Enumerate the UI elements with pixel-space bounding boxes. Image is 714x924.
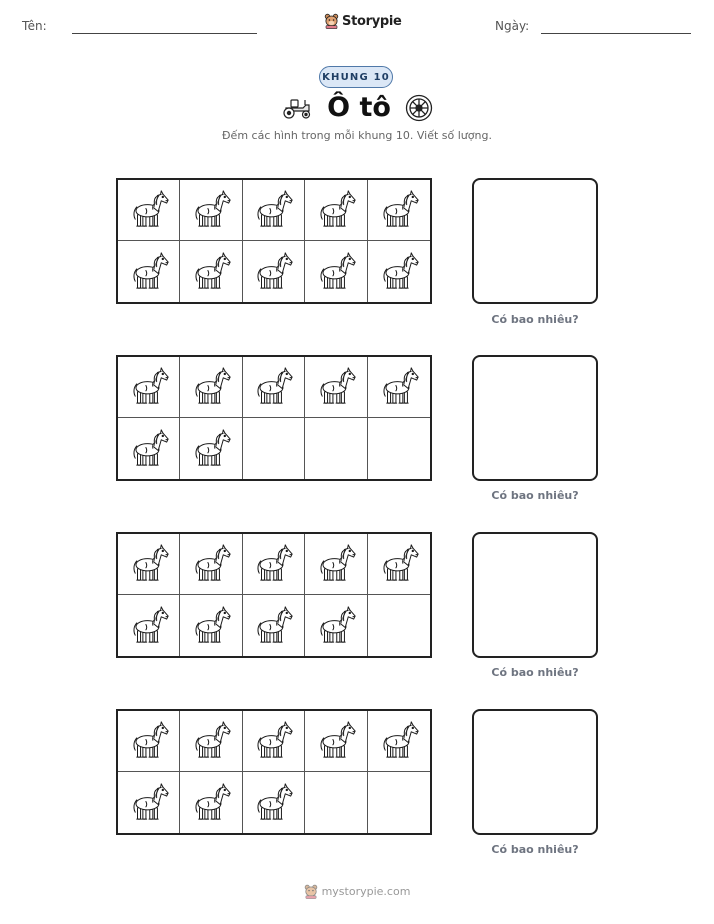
horse-icon [250, 249, 296, 295]
frame-cell [305, 357, 367, 418]
frame-cell [368, 418, 430, 479]
horse-icon [188, 187, 234, 233]
bear-icon [304, 884, 318, 899]
horse-icon [313, 718, 359, 764]
frame-cell [180, 711, 242, 772]
horse-icon [126, 718, 172, 764]
horse-icon [250, 603, 296, 649]
title-row [0, 92, 714, 123]
frame-cell [243, 357, 305, 418]
ten-frame-1 [116, 178, 432, 304]
horse-icon [376, 187, 422, 233]
answer-box-4[interactable] [472, 709, 598, 835]
frame-cell [305, 772, 367, 833]
horse-icon [250, 364, 296, 410]
horse-icon [313, 364, 359, 410]
frame-cell [305, 595, 367, 656]
frame-cell [118, 241, 180, 302]
horse-icon [188, 603, 234, 649]
horse-icon [376, 249, 422, 295]
frame-cell [243, 595, 305, 656]
horse-icon [188, 426, 234, 472]
horse-icon [313, 249, 359, 295]
frame-cell [180, 418, 242, 479]
frame-cell [118, 418, 180, 479]
frame-cell [305, 418, 367, 479]
frame-cell [368, 180, 430, 241]
frame-cell [368, 772, 430, 833]
name-label: Tên: [22, 19, 47, 33]
frame-cell [118, 772, 180, 833]
ten-frame-3 [116, 532, 432, 658]
frame-cell [243, 711, 305, 772]
horse-icon [126, 187, 172, 233]
answer-label-3: Có bao nhiêu? [491, 666, 579, 679]
footer-url: mystorypie.com [321, 885, 411, 898]
answer-box-3[interactable] [472, 532, 598, 658]
date-label: Ngày: [495, 19, 530, 33]
horse-icon [188, 249, 234, 295]
answer-box-2[interactable] [472, 355, 598, 481]
horse-icon [376, 541, 422, 587]
frame-cell [118, 595, 180, 656]
frame-cell [243, 772, 305, 833]
frame-cell [243, 241, 305, 302]
horse-icon [250, 718, 296, 764]
answer-label-2: Có bao nhiêu? [491, 489, 579, 502]
bear-icon [324, 13, 339, 29]
horse-icon [250, 187, 296, 233]
frame-cell [368, 241, 430, 302]
frame-cell [243, 534, 305, 595]
horse-icon [250, 541, 296, 587]
horse-icon [126, 541, 172, 587]
frame-cell [118, 357, 180, 418]
frame-cell [305, 180, 367, 241]
footer [0, 884, 714, 899]
frame-cell [118, 180, 180, 241]
frame-cell [243, 418, 305, 479]
ten-frame-2 [116, 355, 432, 481]
horse-icon [376, 718, 422, 764]
frame-cell [180, 241, 242, 302]
frame-cell [368, 595, 430, 656]
frame-cell [243, 180, 305, 241]
wheel-icon [405, 94, 433, 122]
name-line[interactable] [72, 33, 257, 34]
brand-logo [324, 13, 402, 29]
ten-frame-4 [116, 709, 432, 835]
frame-cell [368, 357, 430, 418]
horse-icon [188, 780, 234, 826]
frame-cell [180, 357, 242, 418]
horse-icon [126, 249, 172, 295]
brand-name: Storypie [342, 13, 402, 29]
horse-icon [313, 187, 359, 233]
frame-cell [180, 595, 242, 656]
frame-cell [118, 534, 180, 595]
worksheet-badge: KHUNG 10 [319, 66, 393, 88]
instructions: Đếm các hình trong mỗi khung 10. Viết số lượng. [222, 129, 492, 142]
tractor-icon [281, 96, 313, 120]
frame-cell [305, 711, 367, 772]
horse-icon [188, 541, 234, 587]
horse-icon [188, 364, 234, 410]
horse-icon [188, 718, 234, 764]
horse-icon [376, 364, 422, 410]
frame-cell [180, 534, 242, 595]
horse-icon [126, 426, 172, 472]
frame-cell [118, 711, 180, 772]
frame-cell [180, 772, 242, 833]
horse-icon [250, 780, 296, 826]
horse-icon [313, 541, 359, 587]
horse-icon [126, 780, 172, 826]
frame-cell [305, 534, 367, 595]
page-title: Ô tô [327, 92, 391, 123]
frame-cell [368, 534, 430, 595]
frame-cell [180, 180, 242, 241]
frame-cell [368, 711, 430, 772]
answer-label-4: Có bao nhiêu? [491, 843, 579, 856]
horse-icon [126, 603, 172, 649]
answer-label-1: Có bao nhiêu? [491, 313, 579, 326]
horse-icon [126, 364, 172, 410]
answer-box-1[interactable] [472, 178, 598, 304]
frame-cell [305, 241, 367, 302]
horse-icon [313, 603, 359, 649]
date-line[interactable] [541, 33, 691, 34]
